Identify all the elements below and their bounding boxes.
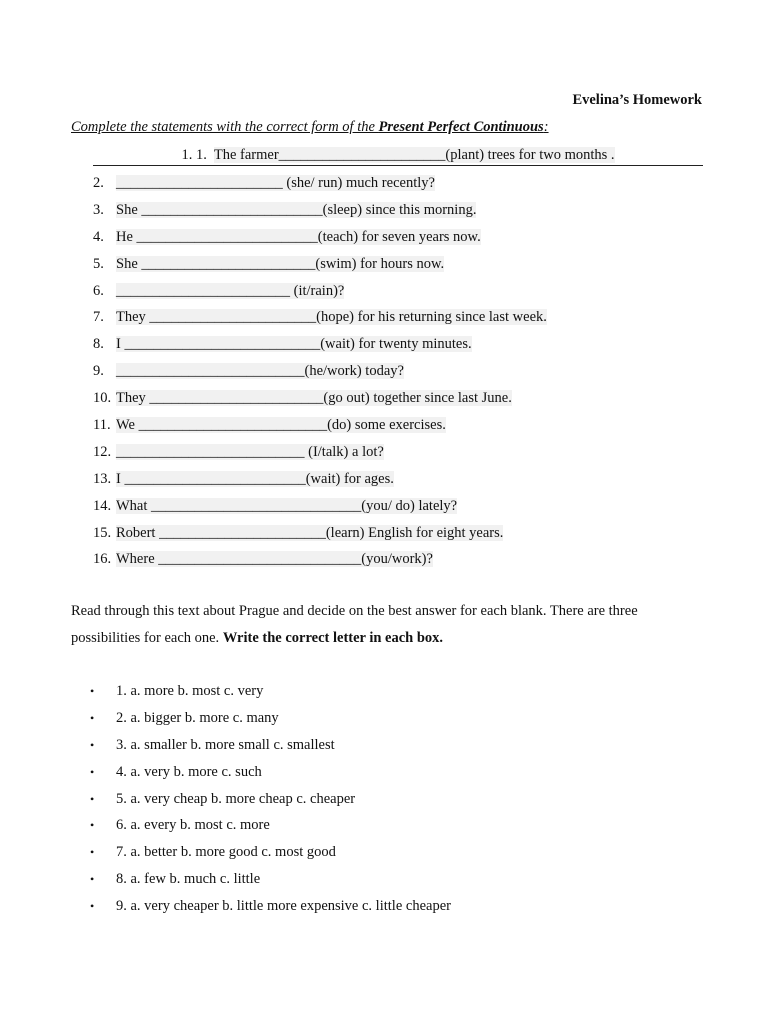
- exercise-item: [93, 254, 547, 281]
- exercise-item: [93, 496, 547, 523]
- exercise-number: 7.: [93, 309, 104, 326]
- exercise-text: She _________________________(sleep) since this morning.: [116, 201, 477, 218]
- option-item: [90, 788, 451, 815]
- exercise-item: [93, 442, 547, 469]
- exercise-text: __________________________ (I/talk) a lot?: [116, 443, 384, 460]
- instruction-suffix: :: [543, 119, 549, 135]
- exercise-text: __________________________(he/work) today?: [116, 363, 404, 380]
- exercise-number: 3.: [93, 201, 104, 218]
- exercise-number: 6.: [93, 282, 104, 299]
- exercise-item: [93, 469, 547, 496]
- exercise-text: The farmer_______________________(plant) trees for two months .: [213, 147, 615, 163]
- exercise-number: 8.: [93, 336, 104, 353]
- option-text: 3. a. smaller b. more small c. smallest: [116, 736, 335, 753]
- option-item: [90, 761, 451, 788]
- option-text: 9. a. very cheaper b. little more expensive c. little cheaper: [116, 898, 451, 915]
- bullet-icon: •: [90, 899, 95, 914]
- bullet-icon: •: [90, 737, 95, 752]
- option-text: 7. a. better b. more good c. most good: [116, 844, 336, 861]
- exercise-text: Robert _______________________(learn) English for eight years.: [116, 524, 504, 541]
- exercise-number: 16.: [93, 551, 112, 568]
- option-item: [90, 868, 451, 895]
- exercise-item: [93, 523, 547, 550]
- exercise-number: 11.: [93, 417, 111, 434]
- exercise-item: [93, 281, 547, 308]
- option-text: 6. a. every b. most c. more: [116, 817, 270, 834]
- exercise-item: [93, 173, 547, 200]
- exercise-text: He _________________________(teach) for seven years now.: [116, 228, 481, 245]
- option-text: 8. a. few b. much c. little: [116, 871, 261, 888]
- option-item: [90, 841, 451, 868]
- option-item: [90, 707, 451, 734]
- exercise-number: 5.: [93, 255, 104, 272]
- exercise-number: 12.: [93, 443, 112, 460]
- exercise-item-1: [93, 146, 703, 166]
- option-text: 5. a. very cheap b. more cheap c. cheaper: [116, 790, 356, 807]
- bullet-icon: •: [90, 845, 95, 860]
- exercise-text: Where ____________________________(you/work)?: [116, 551, 433, 568]
- exercise-number: 2.: [93, 175, 104, 191]
- bullet-icon: •: [90, 684, 95, 698]
- instruction-emphasis: Present Perfect Continuous: [378, 119, 544, 135]
- option-item: [90, 734, 451, 761]
- exercise-text: They ________________________(go out) together since last June.: [116, 390, 512, 407]
- exercise-item: [93, 227, 547, 254]
- option-text: 1. a. more b. most c. very: [116, 683, 264, 699]
- bullet-icon: •: [90, 818, 95, 833]
- bullet-icon: •: [90, 710, 95, 725]
- exercise-item: [93, 388, 547, 415]
- exercise-text: They _______________________(hope) for his returning since last week.: [116, 309, 547, 326]
- exercise-item: [93, 334, 547, 361]
- exercise-number: 4.: [93, 228, 104, 245]
- exercise-text: I ___________________________(wait) for twenty minutes.: [116, 336, 472, 353]
- option-item: [90, 895, 451, 922]
- exercise-text: What _____________________________(you/ do) lately?: [116, 497, 458, 514]
- answer-options-list: [90, 680, 451, 922]
- option-item: [90, 680, 451, 707]
- option-text: 4. a. very b. more c. such: [116, 763, 262, 780]
- exercise-number: 10.: [93, 390, 112, 407]
- reading-instructions: [71, 598, 701, 652]
- exercise-text: _______________________ (she/ run) much recently?: [116, 175, 435, 191]
- exercise-item: [93, 200, 547, 227]
- bullet-icon: •: [90, 872, 95, 887]
- instruction-prefix: Complete the statements with the correct form of the: [71, 119, 379, 135]
- reading-text: Read through this text about Prague and decide on the best answer for each blank. There are three possibilities for each one.: [71, 603, 638, 646]
- bullet-icon: •: [90, 791, 95, 806]
- reading-bold-instruction: Write the correct letter in each box.: [222, 630, 444, 646]
- exercise-text: ________________________ (it/rain)?: [116, 282, 345, 299]
- bullet-icon: •: [90, 764, 95, 779]
- exercise-item: [93, 549, 547, 576]
- exercise-text: We __________________________(do) some exercises.: [116, 417, 446, 434]
- instruction-line: [71, 119, 549, 136]
- option-text: 2. a. bigger b. more c. many: [116, 709, 279, 726]
- exercise-item: [93, 307, 547, 334]
- exercise-item: [93, 415, 547, 442]
- exercise-number: 14.: [93, 497, 112, 514]
- exercise-number: 15.: [93, 524, 112, 541]
- exercise-item: [93, 361, 547, 388]
- page-title: Evelina’s Homework: [572, 92, 702, 108]
- exercise-text: I _________________________(wait) for ages.: [116, 470, 394, 487]
- option-item: [90, 814, 451, 841]
- exercise-number: 1. 1.: [181, 147, 207, 163]
- exercise-text: She ________________________(swim) for hours now.: [116, 255, 445, 272]
- exercise-number: 9.: [93, 363, 104, 380]
- exercise-list: [93, 173, 547, 576]
- exercise-number: 13.: [93, 470, 112, 487]
